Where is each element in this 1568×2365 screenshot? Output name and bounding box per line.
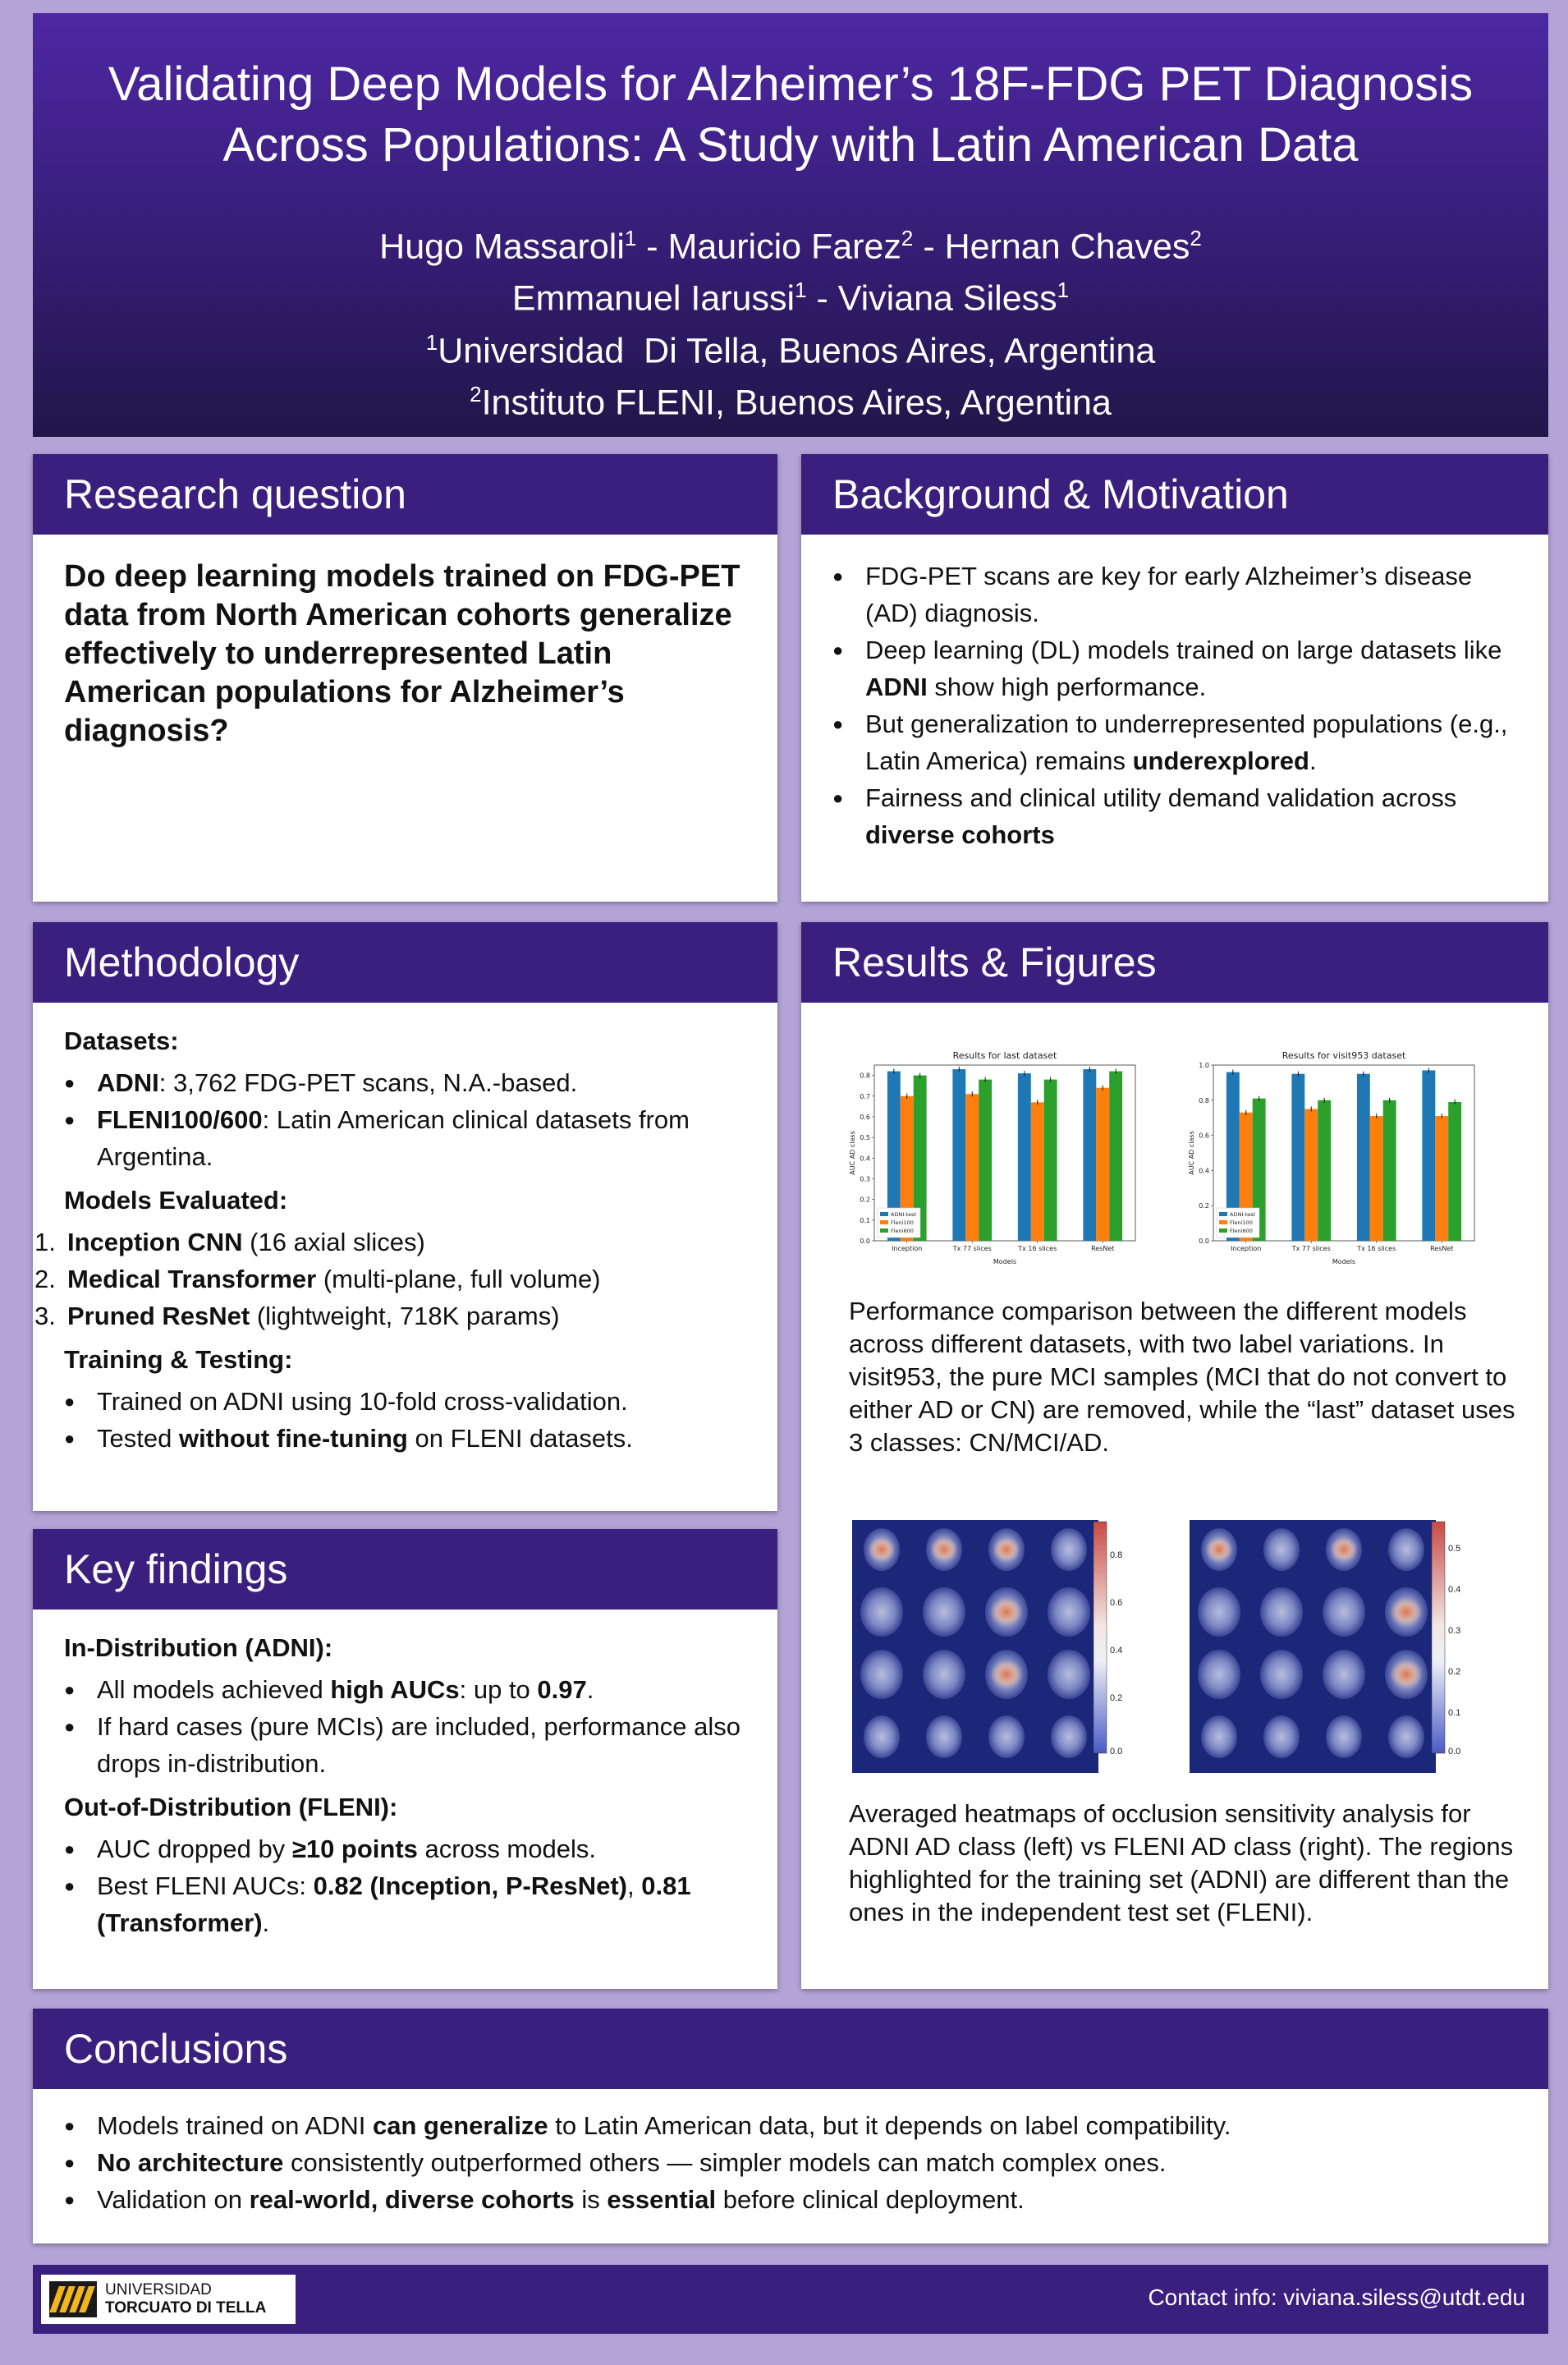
y-tick-label: 0.8 — [860, 1072, 870, 1080]
tick-label: 0.4 — [1448, 1585, 1461, 1595]
list-item: ● Fairness and clinical utility demand validation across diverse cohorts — [832, 779, 1517, 853]
logo-stripes-icon — [49, 2281, 97, 2317]
bar-adni-test — [1357, 1074, 1370, 1241]
author-block — [33, 217, 1548, 425]
author-line-1: Hugo Massaroli$^1$ - Mauricio Farez$^2$ - Hernan Chaves$^2$ — [379, 226, 1202, 267]
heatmap-fleni — [1190, 1520, 1436, 1773]
out-distribution-label: Out-of-Distribution (FLENI): — [64, 1793, 398, 1821]
list-item: ● If hard cases (pure MCIs) are included, performance also drops in-distribution. — [64, 1708, 746, 1782]
bar-chart-visit953 — [1185, 1047, 1481, 1269]
legend-swatch — [1219, 1212, 1227, 1216]
brain-grid — [852, 1520, 1098, 1773]
legend-swatch — [1219, 1228, 1227, 1233]
y-tick-label: 0.4 — [860, 1155, 870, 1163]
research-question-text: Do deep learning models trained on FDG-PET data from North American cohorts generalize effectively to underrepresented Latin American populations for Alzheimer’s diagnosis? — [64, 559, 740, 748]
poster-title: Validating Deep Models for Alzheimer’s 18F-FDG PET Diagnosis Across Populations: A Study with Latin American Data — [108, 57, 1474, 172]
brain-slice — [1326, 1715, 1362, 1758]
legend-label: Fleni600 — [891, 1228, 914, 1234]
models-label: Models Evaluated: — [64, 1186, 288, 1215]
figure-caption-2: Averaged heatmaps of occlusion sensitivity analysis for ADNI AD class (left) vs FLENI AD class (right). The regions highlighted for the training set (ADNI) are different than the ones in the independent test set (FLENI). — [849, 1799, 1514, 1926]
tick-label: 0.6 — [1110, 1598, 1123, 1608]
brain-slice — [1260, 1650, 1303, 1699]
bar-fleni600 — [1318, 1100, 1331, 1241]
list-item: ● Models trained on ADNI can generalize to Latin American data, but it depends on label compatibility. — [64, 2107, 1517, 2144]
legend-swatch — [880, 1212, 888, 1216]
legend-swatch — [1219, 1220, 1227, 1224]
list-item: ● Trained on ADNI using 10-fold cross-validation. — [64, 1383, 746, 1420]
affiliation-1: $^1$Universidad Di Tella, Buenos Aires, Argentina — [425, 329, 1156, 370]
y-tick-label: 1.0 — [1199, 1062, 1209, 1069]
key-findings-panel — [33, 1529, 777, 1989]
brain-slice — [1323, 1587, 1365, 1637]
x-axis-label: Models — [993, 1258, 1017, 1265]
brain-slice — [1048, 1587, 1090, 1637]
poster-footer — [33, 2265, 1548, 2334]
x-tick-label: Inception — [1231, 1245, 1262, 1252]
bar-fleni600 — [979, 1080, 992, 1241]
brain-slice — [1388, 1528, 1424, 1571]
training-label: Training & Testing: — [64, 1345, 293, 1374]
tick-label: 0.0 — [1110, 1747, 1123, 1757]
hotspot — [931, 1536, 958, 1562]
list-item: 1. Inception CNN (16 axial slices) — [34, 1228, 425, 1256]
hotspot — [869, 1536, 896, 1562]
bar-fleni600 — [1383, 1100, 1396, 1241]
y-tick-label: 0.1 — [860, 1216, 870, 1224]
colorbar-right — [1428, 1520, 1486, 1773]
panel-heading: Results & Figures — [801, 922, 1548, 1003]
list-item: ● No architecture consistently outperformed others — simpler models can match complex ones. — [64, 2144, 1517, 2181]
y-tick-label: 0.2 — [860, 1196, 870, 1204]
tick-label: 0.5 — [1448, 1544, 1461, 1554]
y-axis-label: AUC AD class — [1188, 1131, 1195, 1175]
y-tick-label: 0.4 — [1199, 1167, 1209, 1175]
brain-slice — [988, 1715, 1025, 1758]
bar-adni-test — [952, 1069, 965, 1241]
y-tick-label: 0.0 — [1199, 1238, 1209, 1245]
bar-fleni100 — [1096, 1088, 1109, 1241]
brain-slice — [926, 1715, 962, 1758]
y-tick-label: 0.0 — [860, 1238, 870, 1245]
list-item: ● ADNI: 3,762 FDG-PET scans, N.A.-based. — [64, 1064, 746, 1101]
hotspot — [1206, 1536, 1233, 1562]
x-tick-label: Tx 16 slices — [1357, 1245, 1396, 1252]
brain-slice — [1201, 1715, 1237, 1758]
list-item: 2. Medical Transformer (multi-plane, full volume) — [34, 1265, 601, 1293]
x-tick-label: Tx 77 slices — [952, 1245, 992, 1252]
legend-label: Fleni100 — [1230, 1219, 1253, 1226]
x-tick-label: ResNet — [1430, 1245, 1454, 1252]
y-axis-label: AUC AD class — [849, 1131, 856, 1175]
list-item: 3. Pruned ResNet (lightweight, 718K params) — [34, 1302, 560, 1330]
bar-chart-last — [846, 1047, 1142, 1269]
brain-slice — [860, 1587, 903, 1637]
brain-slice — [864, 1715, 900, 1758]
x-tick-label: ResNet — [1091, 1245, 1115, 1252]
x-tick-label: Tx 77 slices — [1291, 1245, 1331, 1252]
colorbar-left-ticks — [1110, 1550, 1122, 1757]
brain-slice — [1263, 1715, 1300, 1758]
brain-slice — [1051, 1528, 1087, 1571]
hotspot — [1391, 1660, 1423, 1689]
bar-adni-test — [1422, 1070, 1435, 1241]
y-tick-label: 0.6 — [1199, 1132, 1209, 1140]
legend-label: Fleni600 — [1230, 1228, 1253, 1234]
tick-label: 0.8 — [1110, 1550, 1123, 1560]
list-item: ● All models achieved high AUCs: up to 0.97. — [64, 1671, 746, 1708]
background-panel — [801, 454, 1548, 902]
brain-grid — [1190, 1520, 1436, 1773]
brain-slice — [1388, 1715, 1424, 1758]
legend-label: ADNI-test — [1230, 1211, 1256, 1218]
bar-fleni600 — [1109, 1072, 1122, 1241]
list-item: ● FDG-PET scans are key for early Alzheimer’s disease (AD) diagnosis. — [832, 558, 1517, 631]
heatmap-adni — [852, 1520, 1098, 1773]
tick-label: 0.1 — [1448, 1708, 1461, 1718]
list-item: ● Validation on real-world, diverse cohorts is essential before clinical deployment. — [64, 2181, 1517, 2218]
panel-heading: Key findings — [33, 1529, 777, 1610]
legend-label: ADNI-test — [891, 1211, 917, 1218]
legend-label: Fleni100 — [891, 1219, 914, 1226]
list-item: ● Deep learning (DL) models trained on large datasets like ADNI show high performance. — [832, 631, 1517, 705]
brain-slice — [1323, 1650, 1365, 1699]
y-tick-label: 0.6 — [860, 1113, 870, 1121]
figure-caption-1: Performance comparison between the different models across different datasets, with two label variations. In visit953, the pure MCI samples (MCI that do not convert to either AD or CN) are removed, while the “last” dataset uses 3 classes: CN/MCI/AD. — [849, 1297, 1515, 1457]
bar-fleni100 — [965, 1094, 979, 1241]
bar-fleni100 — [1031, 1102, 1044, 1241]
hotspot — [1331, 1536, 1358, 1562]
datasets-label: Datasets: — [64, 1026, 179, 1055]
brain-slice — [923, 1650, 965, 1699]
panel-heading: Research question — [33, 454, 777, 535]
legend-swatch — [880, 1228, 888, 1233]
brain-slice — [860, 1650, 903, 1699]
bar-fleni100 — [1435, 1116, 1448, 1241]
chart-svg — [846, 1047, 1142, 1269]
hotspot — [1391, 1597, 1423, 1627]
tick-label: 0.3 — [1448, 1626, 1461, 1636]
y-tick-label: 0.8 — [1199, 1096, 1209, 1104]
bar-fleni100 — [1370, 1116, 1383, 1241]
poster-header — [33, 13, 1548, 437]
y-tick-label: 0.2 — [1199, 1202, 1209, 1210]
author-line-2: Emmanuel Iarussi$^1$ - Viviana Siless$^1$ — [511, 278, 1070, 319]
bar-fleni100 — [1304, 1109, 1318, 1242]
research-question-panel — [33, 454, 777, 902]
colorbar-left — [1090, 1520, 1148, 1773]
panel-heading: Methodology — [33, 922, 777, 1003]
list-item: ● Best FLENI AUCs: 0.82 (Inception, P-ResNet), 0.81 (Transformer). — [64, 1867, 746, 1941]
brain-slice — [1198, 1587, 1240, 1637]
x-axis-label: Models — [1332, 1258, 1356, 1265]
methodology-panel — [33, 922, 777, 1511]
chart-title: Results for visit953 dataset — [1281, 1050, 1406, 1061]
list-item: ● Tested without fine-tuning on FLENI datasets. — [64, 1420, 746, 1457]
tick-label: 0.2 — [1448, 1667, 1461, 1677]
heatmap-fleni-colorbar — [1428, 1520, 1486, 1773]
bar-adni-test — [1291, 1074, 1304, 1241]
contact-info: Contact info: viviana.siless@utdt.edu — [1148, 2285, 1525, 2310]
affiliation-2: $^2$Instituto FLENI, Buenos Aires, Argentina — [470, 381, 1112, 423]
y-tick-label: 0.7 — [860, 1092, 870, 1100]
list-item: ● FLENI100/600: Latin American clinical datasets from Argentina. — [64, 1101, 746, 1175]
chart-title: Results for last dataset — [952, 1050, 1057, 1061]
panel-heading: Background & Motivation — [801, 454, 1548, 535]
brain-slice — [923, 1587, 965, 1637]
list-item: ● AUC dropped by ≥10 points across models. — [64, 1830, 746, 1867]
brain-slice — [1263, 1528, 1300, 1571]
y-tick-label: 0.5 — [860, 1134, 870, 1142]
tick-label: 0.2 — [1110, 1693, 1123, 1703]
tick-label: 0.0 — [1448, 1747, 1461, 1757]
brain-slice — [1051, 1715, 1087, 1758]
hotspot — [991, 1660, 1023, 1689]
x-tick-label: Inception — [892, 1245, 923, 1252]
legend-swatch — [880, 1220, 888, 1224]
heatmap-adni-colorbar — [1090, 1520, 1148, 1773]
x-tick-label: Tx 16 slices — [1018, 1245, 1057, 1252]
chart-svg — [1185, 1047, 1481, 1269]
bar-fleni600 — [1448, 1102, 1461, 1241]
conclusions-panel — [33, 2009, 1548, 2243]
panel-heading: Conclusions — [33, 2009, 1548, 2089]
university-logo: UNIVERSIDAD TORCUATO DI TELLA — [41, 2275, 296, 2324]
bar-adni-test — [1018, 1073, 1031, 1241]
y-tick-label: 0.3 — [860, 1175, 870, 1183]
list-item: ● But generalization to underrepresented populations (e.g., Latin America) remains underexplored. — [832, 705, 1517, 779]
brain-slice — [1260, 1587, 1303, 1637]
bar-fleni600 — [1044, 1080, 1057, 1241]
tick-label: 0.4 — [1110, 1646, 1123, 1656]
brain-slice — [1048, 1650, 1090, 1699]
brain-slice — [1198, 1650, 1240, 1699]
in-distribution-label: In-Distribution (ADNI): — [64, 1633, 333, 1662]
hotspot — [993, 1536, 1020, 1562]
bar-adni-test — [1083, 1069, 1096, 1241]
results-panel — [801, 922, 1548, 1989]
hotspot — [991, 1597, 1023, 1627]
